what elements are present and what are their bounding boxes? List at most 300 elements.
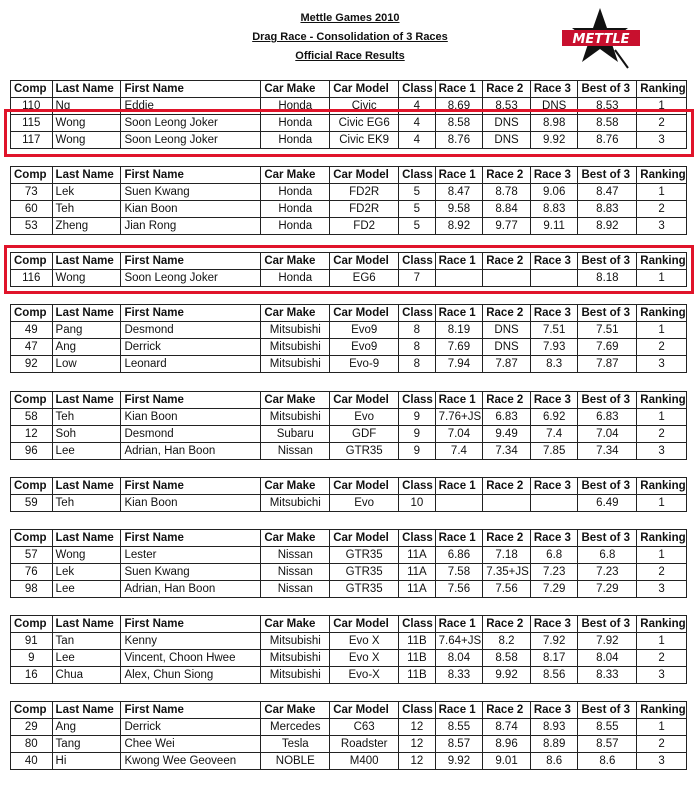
column-header-ranking: Ranking xyxy=(637,167,687,184)
column-header-race-3: Race 3 xyxy=(530,530,578,547)
column-header-last-name: Last Name xyxy=(52,478,121,495)
cell-car-make: Mitsubichi xyxy=(261,495,330,512)
cell-car-model: GTR35 xyxy=(330,547,399,564)
cell-race-3: 8.83 xyxy=(530,201,578,218)
cell-class: 9 xyxy=(399,443,435,460)
column-header-comp: Comp xyxy=(11,305,53,322)
cell-first-name: Jian Rong xyxy=(121,218,261,235)
cell-first-name: Chee Wei xyxy=(121,736,261,753)
cell-comp: 40 xyxy=(11,753,53,770)
cell-car-make: NOBLE xyxy=(261,753,330,770)
cell-ranking: 1 xyxy=(637,98,687,115)
cell-car-model: GDF xyxy=(330,426,399,443)
cell-ranking: 2 xyxy=(637,339,687,356)
results-heading: Official Race Results xyxy=(295,50,405,62)
cell-class: 5 xyxy=(399,201,435,218)
cell-car-model: FD2 xyxy=(330,218,399,235)
column-header-race-3: Race 3 xyxy=(530,81,578,98)
cell-race-3: 9.92 xyxy=(530,132,578,149)
column-header-last-name: Last Name xyxy=(52,702,121,719)
cell-car-model: FD2R xyxy=(330,201,399,218)
cell-race-1: 8.76 xyxy=(435,132,483,149)
column-header-race-1: Race 1 xyxy=(435,392,483,409)
cell-car-model: Civic EK9 xyxy=(330,132,399,149)
cell-race-3: 9.11 xyxy=(530,218,578,235)
column-header-first-name: First Name xyxy=(121,305,261,322)
column-header-last-name: Last Name xyxy=(52,253,121,270)
highlight-box-class-7 xyxy=(4,245,694,294)
cell-ranking: 1 xyxy=(637,495,687,512)
cell-best-of-3: 8.57 xyxy=(578,736,637,753)
cell-last-name: Wong xyxy=(52,547,121,564)
cell-comp: 115 xyxy=(11,115,53,132)
cell-last-name: Wong xyxy=(52,115,121,132)
cell-ranking: 2 xyxy=(637,201,687,218)
column-header-comp: Comp xyxy=(11,478,53,495)
cell-race-3: 7.51 xyxy=(530,322,578,339)
cell-best-of-3: 8.83 xyxy=(578,201,637,218)
cell-ranking: 1 xyxy=(637,322,687,339)
cell-last-name: Tan xyxy=(52,633,121,650)
column-header-race-2: Race 2 xyxy=(483,167,531,184)
cell-race-3: 7.29 xyxy=(530,581,578,598)
cell-comp: 53 xyxy=(11,218,53,235)
cell-race-2: 7.34 xyxy=(483,443,531,460)
cell-race-2: 9.92 xyxy=(483,667,531,684)
table-row xyxy=(11,218,687,235)
cell-comp: 12 xyxy=(11,426,53,443)
cell-class: 7 xyxy=(399,270,435,287)
cell-first-name: Adrian, Han Boon xyxy=(121,581,261,598)
cell-car-model: Evo-9 xyxy=(330,356,399,373)
cell-ranking: 2 xyxy=(637,426,687,443)
cell-ranking: 2 xyxy=(637,736,687,753)
column-header-car-model: Car Model xyxy=(330,167,399,184)
column-header-best-of-3: Best of 3 xyxy=(578,81,637,98)
column-header-first-name: First Name xyxy=(121,81,261,98)
cell-car-model: Civic xyxy=(330,98,399,115)
cell-ranking: 1 xyxy=(637,719,687,736)
column-header-comp: Comp xyxy=(11,530,53,547)
cell-first-name: Kian Boon xyxy=(121,495,261,512)
cell-race-1: 8.58 xyxy=(435,115,483,132)
cell-best-of-3: 7.92 xyxy=(578,633,637,650)
cell-race-3: 7.93 xyxy=(530,339,578,356)
cell-best-of-3: 7.04 xyxy=(578,426,637,443)
column-header-race-3: Race 3 xyxy=(530,702,578,719)
table-row xyxy=(11,581,687,598)
cell-best-of-3: 8.76 xyxy=(578,132,637,149)
column-header-race-2: Race 2 xyxy=(483,478,531,495)
cell-best-of-3: 8.18 xyxy=(578,270,637,287)
cell-best-of-3: 8.33 xyxy=(578,667,637,684)
cell-race-1: 8.92 xyxy=(435,218,483,235)
cell-first-name: Adrian, Han Boon xyxy=(121,443,261,460)
cell-race-1 xyxy=(435,495,483,512)
cell-car-make: Mitsubishi xyxy=(261,633,330,650)
cell-race-3: 8.6 xyxy=(530,753,578,770)
cell-comp: 98 xyxy=(11,581,53,598)
cell-best-of-3: 6.8 xyxy=(578,547,637,564)
cell-comp: 29 xyxy=(11,719,53,736)
cell-race-2: 8.74 xyxy=(483,719,531,736)
cell-race-2: DNS xyxy=(483,115,531,132)
column-header-ranking: Ranking xyxy=(637,702,687,719)
cell-class: 5 xyxy=(399,184,435,201)
column-header-car-make: Car Make xyxy=(261,702,330,719)
cell-car-make: Honda xyxy=(261,115,330,132)
cell-first-name: Kenny xyxy=(121,633,261,650)
event-title: Mettle Games 2010 xyxy=(300,12,400,24)
cell-last-name: Lek xyxy=(52,184,121,201)
table-row xyxy=(11,339,687,356)
cell-last-name: Lee xyxy=(52,443,121,460)
cell-comp: 60 xyxy=(11,201,53,218)
table-header-row xyxy=(11,81,687,98)
cell-first-name: Eddie xyxy=(121,98,261,115)
table-row xyxy=(11,719,687,736)
cell-first-name: Alex, Chun Siong xyxy=(121,667,261,684)
column-header-last-name: Last Name xyxy=(52,305,121,322)
cell-comp: 59 xyxy=(11,495,53,512)
column-header-best-of-3: Best of 3 xyxy=(578,530,637,547)
table-row xyxy=(11,409,687,426)
column-header-race-1: Race 1 xyxy=(435,81,483,98)
column-header-last-name: Last Name xyxy=(52,530,121,547)
cell-first-name: Soon Leong Joker xyxy=(121,270,261,287)
column-header-last-name: Last Name xyxy=(52,392,121,409)
column-header-race-2: Race 2 xyxy=(483,616,531,633)
table-row xyxy=(11,650,687,667)
cell-comp: 96 xyxy=(11,443,53,460)
cell-car-make: Mitsubishi xyxy=(261,409,330,426)
results-table xyxy=(10,304,687,373)
cell-ranking: 3 xyxy=(637,667,687,684)
cell-car-model: M400 xyxy=(330,753,399,770)
cell-best-of-3: 7.34 xyxy=(578,443,637,460)
column-header-best-of-3: Best of 3 xyxy=(578,167,637,184)
column-header-car-make: Car Make xyxy=(261,616,330,633)
column-header-race-2: Race 2 xyxy=(483,392,531,409)
column-header-first-name: First Name xyxy=(121,530,261,547)
cell-car-model: GTR35 xyxy=(330,443,399,460)
cell-car-make: Subaru xyxy=(261,426,330,443)
table-header-row xyxy=(11,616,687,633)
column-header-last-name: Last Name xyxy=(52,616,121,633)
column-header-car-model: Car Model xyxy=(330,478,399,495)
table-row xyxy=(11,633,687,650)
results-table xyxy=(10,477,687,512)
column-header-best-of-3: Best of 3 xyxy=(578,305,637,322)
cell-race-2: 7.18 xyxy=(483,547,531,564)
mettle-logo xyxy=(560,6,642,70)
cell-car-model: Evo X xyxy=(330,650,399,667)
cell-race-2: 9.01 xyxy=(483,753,531,770)
cell-class: 4 xyxy=(399,132,435,149)
cell-best-of-3: 8.92 xyxy=(578,218,637,235)
cell-comp: 73 xyxy=(11,184,53,201)
column-header-comp: Comp xyxy=(11,81,53,98)
column-header-race-3: Race 3 xyxy=(530,305,578,322)
column-header-first-name: First Name xyxy=(121,253,261,270)
cell-class: 12 xyxy=(399,736,435,753)
cell-ranking: 1 xyxy=(637,270,687,287)
cell-first-name: Soon Leong Joker xyxy=(121,115,261,132)
column-header-race-1: Race 1 xyxy=(435,478,483,495)
cell-car-model: C63 xyxy=(330,719,399,736)
cell-race-2: 8.84 xyxy=(483,201,531,218)
cell-race-1: 8.47 xyxy=(435,184,483,201)
cell-best-of-3: 7.29 xyxy=(578,581,637,598)
cell-first-name: Lester xyxy=(121,547,261,564)
cell-class: 8 xyxy=(399,339,435,356)
cell-class: 9 xyxy=(399,426,435,443)
cell-class: 11B xyxy=(399,650,435,667)
cell-first-name: Desmond xyxy=(121,322,261,339)
cell-race-1: 8.33 xyxy=(435,667,483,684)
cell-car-make: Mitsubishi xyxy=(261,322,330,339)
cell-race-3: 7.4 xyxy=(530,426,578,443)
results-table xyxy=(10,391,687,460)
cell-car-make: Tesla xyxy=(261,736,330,753)
column-header-race-1: Race 1 xyxy=(435,305,483,322)
cell-ranking: 1 xyxy=(637,547,687,564)
column-header-car-make: Car Make xyxy=(261,392,330,409)
column-header-race-3: Race 3 xyxy=(530,392,578,409)
column-header-car-make: Car Make xyxy=(261,81,330,98)
column-header-ranking: Ranking xyxy=(637,530,687,547)
cell-first-name: Soon Leong Joker xyxy=(121,132,261,149)
column-header-best-of-3: Best of 3 xyxy=(578,392,637,409)
cell-race-1: 7.76+JS xyxy=(435,409,483,426)
column-header-class: Class xyxy=(399,616,435,633)
cell-best-of-3: 7.87 xyxy=(578,356,637,373)
cell-race-3: 8.98 xyxy=(530,115,578,132)
cell-race-2: 9.49 xyxy=(483,426,531,443)
cell-last-name: Hi xyxy=(52,753,121,770)
svg-text:METTLE: METTLE xyxy=(572,32,630,47)
cell-comp: 58 xyxy=(11,409,53,426)
table-row xyxy=(11,753,687,770)
cell-ranking: 1 xyxy=(637,184,687,201)
column-header-race-1: Race 1 xyxy=(435,253,483,270)
cell-best-of-3: 8.47 xyxy=(578,184,637,201)
cell-car-make: Mitsubishi xyxy=(261,667,330,684)
cell-race-2: 8.58 xyxy=(483,650,531,667)
cell-ranking: 3 xyxy=(637,356,687,373)
table-header-row xyxy=(11,702,687,719)
column-header-race-2: Race 2 xyxy=(483,81,531,98)
column-header-race-3: Race 3 xyxy=(530,253,578,270)
cell-car-make: Mercedes xyxy=(261,719,330,736)
table-header-row xyxy=(11,530,687,547)
cell-race-1: 8.57 xyxy=(435,736,483,753)
cell-comp: 49 xyxy=(11,322,53,339)
table-header-row xyxy=(11,167,687,184)
cell-car-model: GTR35 xyxy=(330,581,399,598)
table-row xyxy=(11,184,687,201)
cell-race-2: 7.56 xyxy=(483,581,531,598)
column-header-race-3: Race 3 xyxy=(530,167,578,184)
column-header-ranking: Ranking xyxy=(637,253,687,270)
cell-best-of-3: 6.49 xyxy=(578,495,637,512)
event-subtitle: Drag Race - Consolidation of 3 Races xyxy=(252,31,448,43)
cell-last-name: Soh xyxy=(52,426,121,443)
cell-last-name: Lek xyxy=(52,564,121,581)
table-row xyxy=(11,443,687,460)
cell-best-of-3: 8.6 xyxy=(578,753,637,770)
cell-first-name: Kian Boon xyxy=(121,201,261,218)
cell-first-name: Suen Kwang xyxy=(121,564,261,581)
table-row xyxy=(11,356,687,373)
column-header-race-3: Race 3 xyxy=(530,478,578,495)
table-row xyxy=(11,495,687,512)
cell-last-name: Ang xyxy=(52,719,121,736)
cell-class: 11B xyxy=(399,667,435,684)
column-header-car-model: Car Model xyxy=(330,253,399,270)
column-header-race-2: Race 2 xyxy=(483,253,531,270)
column-header-race-1: Race 1 xyxy=(435,167,483,184)
cell-car-model: FD2R xyxy=(330,184,399,201)
cell-comp: 80 xyxy=(11,736,53,753)
cell-class: 8 xyxy=(399,356,435,373)
column-header-class: Class xyxy=(399,702,435,719)
cell-ranking: 1 xyxy=(637,409,687,426)
cell-race-3: 7.92 xyxy=(530,633,578,650)
cell-class: 11A xyxy=(399,547,435,564)
cell-car-make: Nissan xyxy=(261,547,330,564)
cell-car-make: Honda xyxy=(261,184,330,201)
column-header-class: Class xyxy=(399,81,435,98)
results-table xyxy=(10,529,687,598)
cell-race-3: 6.92 xyxy=(530,409,578,426)
column-header-car-model: Car Model xyxy=(330,616,399,633)
cell-race-2 xyxy=(483,495,531,512)
cell-race-3: 6.8 xyxy=(530,547,578,564)
cell-race-1: 7.69 xyxy=(435,339,483,356)
cell-race-1: 7.58 xyxy=(435,564,483,581)
results-table xyxy=(10,701,687,770)
column-header-first-name: First Name xyxy=(121,478,261,495)
cell-class: 4 xyxy=(399,98,435,115)
column-header-class: Class xyxy=(399,305,435,322)
cell-race-3: 7.23 xyxy=(530,564,578,581)
column-header-car-make: Car Make xyxy=(261,167,330,184)
column-header-race-2: Race 2 xyxy=(483,305,531,322)
cell-car-model: EG6 xyxy=(330,270,399,287)
column-header-comp: Comp xyxy=(11,167,53,184)
column-header-last-name: Last Name xyxy=(52,81,121,98)
cell-race-1: 8.19 xyxy=(435,322,483,339)
table-row xyxy=(11,201,687,218)
cell-race-2: 8.2 xyxy=(483,633,531,650)
table-row xyxy=(11,322,687,339)
cell-best-of-3: 7.51 xyxy=(578,322,637,339)
column-header-ranking: Ranking xyxy=(637,616,687,633)
cell-ranking: 3 xyxy=(637,581,687,598)
cell-race-3: 8.89 xyxy=(530,736,578,753)
cell-car-make: Mitsubishi xyxy=(261,650,330,667)
column-header-race-1: Race 1 xyxy=(435,616,483,633)
cell-class: 5 xyxy=(399,218,435,235)
column-header-race-1: Race 1 xyxy=(435,702,483,719)
cell-comp: 117 xyxy=(11,132,53,149)
cell-last-name: Wong xyxy=(52,270,121,287)
cell-race-2: 7.35+JS xyxy=(483,564,531,581)
cell-last-name: Lee xyxy=(52,581,121,598)
cell-comp: 76 xyxy=(11,564,53,581)
cell-comp: 92 xyxy=(11,356,53,373)
cell-car-make: Nissan xyxy=(261,443,330,460)
cell-class: 11B xyxy=(399,633,435,650)
cell-race-2: DNS xyxy=(483,132,531,149)
cell-race-3: 8.3 xyxy=(530,356,578,373)
cell-first-name: Vincent, Choon Hwee xyxy=(121,650,261,667)
cell-last-name: Ng xyxy=(52,98,121,115)
cell-race-1: 7.64+JS xyxy=(435,633,483,650)
column-header-class: Class xyxy=(399,530,435,547)
column-header-ranking: Ranking xyxy=(637,392,687,409)
cell-race-2: DNS xyxy=(483,322,531,339)
column-header-race-3: Race 3 xyxy=(530,616,578,633)
cell-race-3: 8.17 xyxy=(530,650,578,667)
cell-last-name: Wong xyxy=(52,132,121,149)
table-row xyxy=(11,547,687,564)
cell-comp: 116 xyxy=(11,270,53,287)
cell-last-name: Lee xyxy=(52,650,121,667)
cell-car-model: Evo X xyxy=(330,633,399,650)
cell-first-name: Leonard xyxy=(121,356,261,373)
column-header-car-make: Car Make xyxy=(261,530,330,547)
cell-last-name: Teh xyxy=(52,409,121,426)
cell-race-1: 8.04 xyxy=(435,650,483,667)
cell-ranking: 3 xyxy=(637,132,687,149)
cell-class: 12 xyxy=(399,719,435,736)
cell-race-2: 8.53 xyxy=(483,98,531,115)
column-header-race-2: Race 2 xyxy=(483,702,531,719)
cell-ranking: 2 xyxy=(637,564,687,581)
cell-first-name: Derrick xyxy=(121,339,261,356)
cell-car-model: Evo9 xyxy=(330,322,399,339)
cell-best-of-3: 8.55 xyxy=(578,719,637,736)
column-header-car-make: Car Make xyxy=(261,305,330,322)
cell-comp: 91 xyxy=(11,633,53,650)
cell-car-make: Honda xyxy=(261,98,330,115)
cell-race-3: DNS xyxy=(530,98,578,115)
cell-best-of-3: 8.04 xyxy=(578,650,637,667)
column-header-last-name: Last Name xyxy=(52,167,121,184)
cell-car-model: GTR35 xyxy=(330,564,399,581)
cell-best-of-3: 8.58 xyxy=(578,115,637,132)
column-header-best-of-3: Best of 3 xyxy=(578,702,637,719)
cell-ranking: 3 xyxy=(637,218,687,235)
cell-last-name: Low xyxy=(52,356,121,373)
cell-comp: 110 xyxy=(11,98,53,115)
cell-class: 11A xyxy=(399,564,435,581)
highlight-box-class-4 xyxy=(4,109,694,158)
cell-last-name: Tang xyxy=(52,736,121,753)
cell-race-3: 8.93 xyxy=(530,719,578,736)
column-header-first-name: First Name xyxy=(121,392,261,409)
cell-ranking: 2 xyxy=(637,115,687,132)
cell-ranking: 1 xyxy=(637,633,687,650)
cell-first-name: Kian Boon xyxy=(121,409,261,426)
cell-race-3: 8.56 xyxy=(530,667,578,684)
column-header-class: Class xyxy=(399,392,435,409)
cell-race-2: 6.83 xyxy=(483,409,531,426)
cell-ranking: 3 xyxy=(637,753,687,770)
cell-first-name: Desmond xyxy=(121,426,261,443)
